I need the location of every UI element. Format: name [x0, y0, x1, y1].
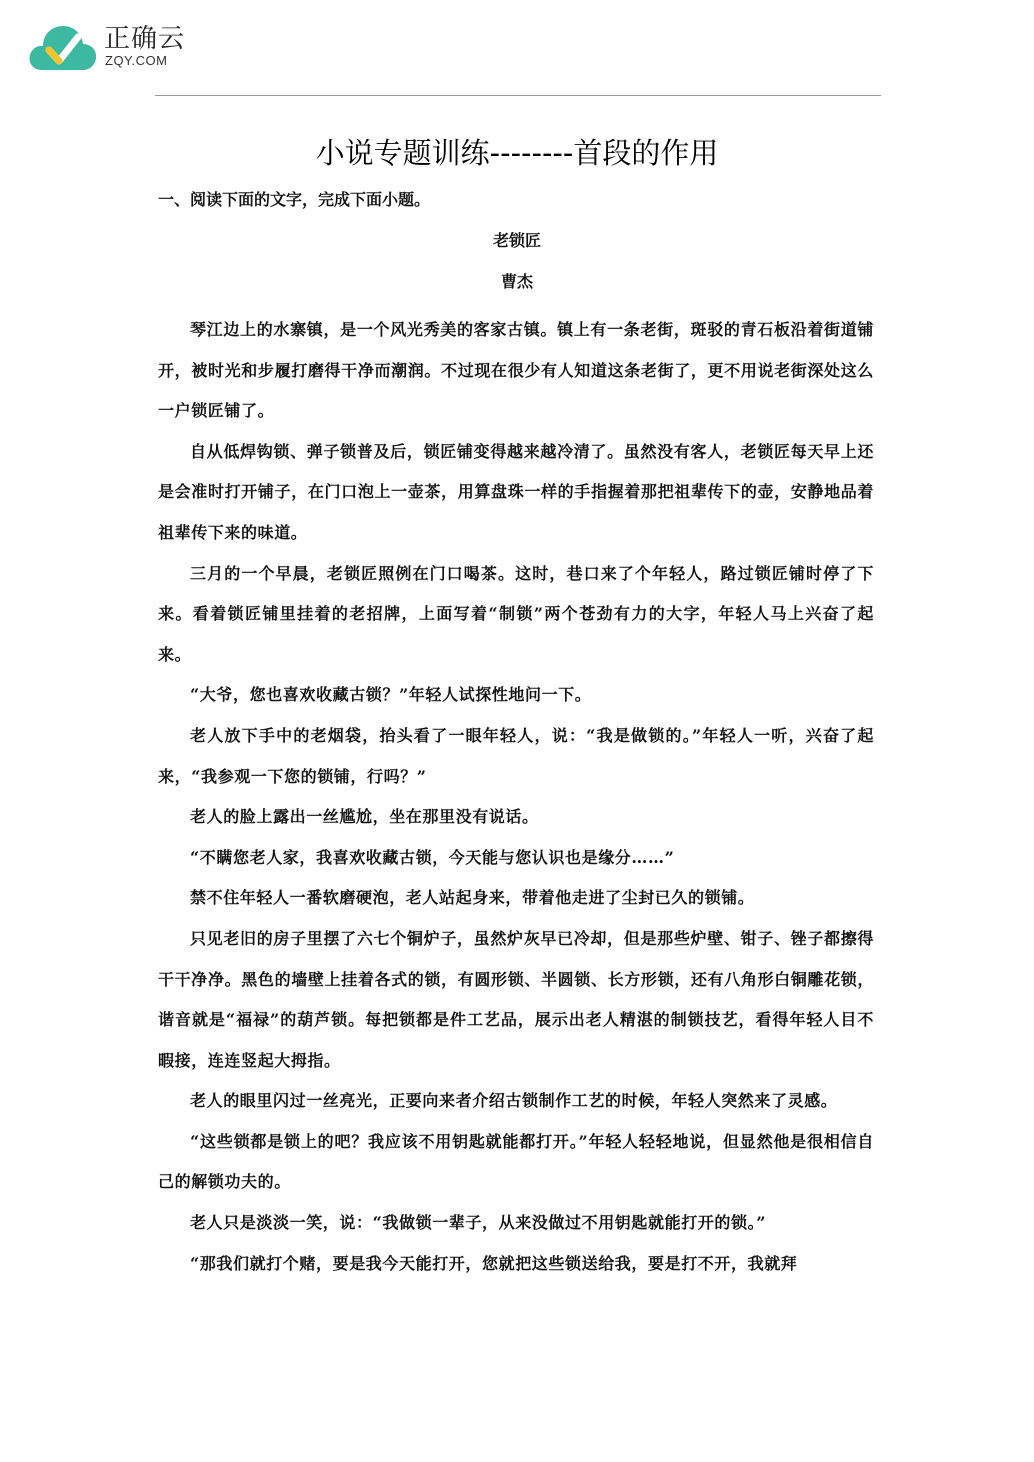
paragraph: 老人的脸上露出一丝尴尬，坐在那里没有说话。: [190, 807, 539, 827]
paragraph: 只见老旧的房子里摆了六七个铜炉子，虽然炉灰早已冷却，但是那些炉壁、钳子、锉子都擦得干干净净。黑色的墙壁上挂着各式的锁，有圆形锁、半圆锁、长方形锁，还有八角形白铜雕花锁，谐音就是“福禄”的葫芦锁。每把锁都是件工艺品，展示出老人精湛的制锁技艺，看得年轻人目不暇接，连连竖起大拇指。: [158, 928, 874, 1070]
paragraph: “大爷，您也喜欢收藏古锁？”年轻人试探性地问一下。: [190, 685, 592, 705]
paragraph: 老人只是淡淡一笑，说：“我做锁一辈子，从来没做过不用钥匙就能打开的锁。”: [190, 1213, 767, 1233]
paragraph: “那我们就打个赌，要是我今天能打开，您就把这些锁送给我，要是打不开，我就拜: [190, 1253, 798, 1273]
paragraph: “不瞒您老人家，我喜欢收藏古锁，今天能与您认识也是缘分……”: [190, 847, 675, 867]
paragraph: 琴江边上的水寨镇，是一个风光秀美的客家古镇。镇上有一条老街，斑驳的青石板沿着街道铺开，被时光和步履打磨得干净而潮润。不过现在很少有人知道这条老街了，更不用说老街深处这么一户锁匠铺了。: [158, 320, 874, 421]
header-divider: [155, 95, 881, 96]
story-body: [158, 310, 874, 1284]
paragraph: “这些锁都是锁上的吧？我应该不用钥匙就能都打开。”年轻人轻轻地说，但显然他是很相信自己的解锁功夫的。: [158, 1131, 874, 1192]
paragraph: 禁不住年轻人一番软磨硬泡，老人站起身来，带着他走进了尘封已久的锁铺。: [190, 888, 755, 908]
story-title: 老锁匠: [492, 231, 541, 250]
brand-logo: [28, 20, 188, 76]
story-author: 曹杰: [500, 272, 533, 291]
paragraph: 老人的眼里闪过一丝亮光，正要向来者介绍古锁制作工艺的时候，年轻人突然来了灵感。: [190, 1091, 838, 1111]
paragraph: 三月的一个早晨，老锁匠照例在门口喝茶。这时，巷口来了个年轻人，路过锁匠铺时停了下来。看着锁匠铺里挂着的老招牌，上面写着“制锁”两个苍劲有力的大字，年轻人马上兴奋了起来。: [158, 563, 874, 664]
brand-name-cn: 正确云: [104, 24, 186, 54]
cloud-check-icon: [28, 20, 98, 74]
brand-name-en: ZQY.COM: [105, 53, 168, 68]
document-title: 小说专题训练--------首段的作用: [315, 136, 719, 170]
paragraph: 老人放下手中的老烟袋，抬头看了一眼年轻人，说：“我是做锁的。”年轻人一听，兴奋了起来，“我参观一下您的锁铺，行吗？”: [158, 725, 874, 786]
paragraph: 自从低焊钩锁、弹子锁普及后，锁匠铺变得越来越冷清了。虽然没有客人，老锁匠每天早上还是会准时打开铺子，在门口泡上一壶茶，用算盘珠一样的手指握着那把祖辈传下的壶，安静地品着祖辈传下来的味道。: [158, 441, 874, 542]
question-prompt: 一、阅读下面的文字，完成下面小题。: [158, 190, 431, 209]
